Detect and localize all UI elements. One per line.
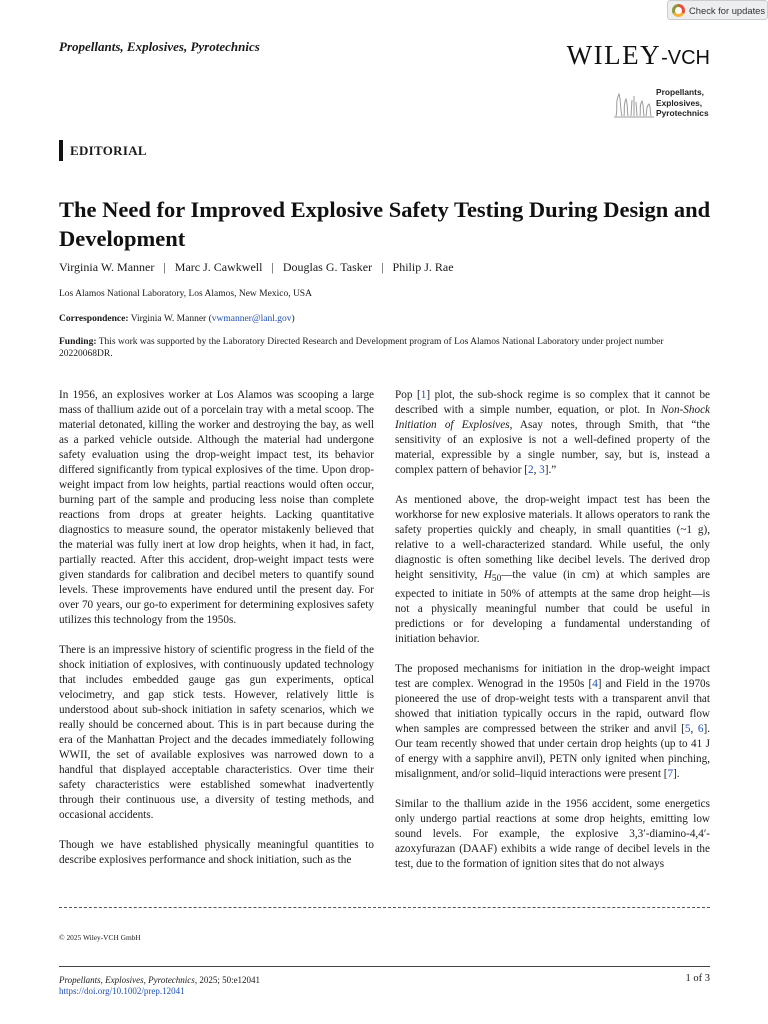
author-name[interactable]: Philip J. Rae — [392, 260, 454, 274]
article-title: The Need for Improved Explosive Safety Testing During Design and Development — [59, 197, 711, 251]
copyright-notice: © 2025 Wiley-VCH GmbH — [59, 933, 141, 942]
body-paragraph: As mentioned above, the drop-weight impact test has been the workhorse for new explosive materials. It allows operators to rank the safety properties quickly and cheaply, in small quantities (~1 g), relative to a well-characterized standard. While useful, the only diagnostic is often something like decibel levels. The derived drop height sensitivity, $H_{50}—the$ value (in cm) at which samples are expected to initiate in 50% of attempts at the same drop height—is not a physically meaningful number that could be useful in predictions or for developing a fundamental understanding of initiation behavior. — [395, 494, 710, 646]
funding-label: Funding: — [59, 337, 97, 347]
journal-logo-icon — [612, 86, 656, 120]
author-name[interactable]: Virginia W. Manner — [59, 260, 155, 274]
book-title: Non-Shock Initiation of Explosives — [395, 404, 710, 431]
citation-details: , 2025; 50:e12041 — [194, 975, 261, 985]
correspondence-name: Virginia W. Manner ( — [130, 314, 212, 324]
body-paragraph: In 1956, an explosives worker at Los Alamos was scooping a large mass of thallium azide out of a porcelain tray with a metal scoop. The material detonated, killing the worker and destroying the bay, as well as a parked vehicle outside. Although the material had undergone safety evaluation using the drop-weight impact test, its behavior differed significantly from typical explosives of the time. Upon drop-weight impact from low heights, partial reactions would often occur, burning part of the sample and producing less noise than complete reactions from drops at greater heights. Lacking quantitative diagnostics to measure sound, the operator mistakenly believed that the material was fully inert at low drop heights, when it had, in fact, partially reacted. After this accident, drop-weight impact tests were given standards for calibration and decibel meters to quantify sound levels. These improvements have endured until the present day. For over 70 years, our go-to experiment for determining explosives safety utilizes this technology from the 1950s. — [59, 389, 374, 626]
reference-link[interactable]: 6 — [697, 723, 704, 736]
footer-citation — [59, 975, 260, 997]
funding-statement — [59, 336, 719, 360]
correspondence-close: ) — [291, 314, 295, 324]
reference-link[interactable]: 3 — [539, 464, 545, 476]
correspondence-label: Correspondence: — [59, 314, 129, 324]
wiley-logo-text: WILEY — [566, 40, 662, 70]
check-for-updates-button[interactable] — [667, 0, 768, 20]
section-label: EDITORIAL — [59, 140, 147, 161]
author-separator: | — [163, 260, 166, 274]
author-separator: | — [381, 260, 384, 274]
body-column-left — [59, 388, 374, 883]
reference-link[interactable]: 1 — [420, 389, 427, 401]
affiliation: Los Alamos National Laboratory, Los Alamos, New Mexico, USA — [59, 289, 312, 299]
page-number: 1 of 3 — [685, 973, 710, 984]
author-name[interactable]: Douglas G. Tasker — [282, 260, 373, 274]
body-column-right — [395, 388, 710, 887]
citation-journal: Propellants, Explosives, Pyrotechnics — [59, 975, 195, 985]
vch-logo-text: -VCH — [661, 47, 710, 69]
journal-name: Propellants, Explosives, Pyrotechnics — [59, 39, 260, 54]
h50-subscript: 50 — [491, 574, 502, 585]
doi-link[interactable]: https://doi.org/10.1002/prep.12041 — [59, 986, 185, 996]
check-for-updates-label: Check for updates — [689, 4, 766, 16]
body-paragraph: Though we have established physically meaningful quantities to describe explosives performance and shock initiation, such as the — [59, 839, 374, 866]
wiley-vch-logo — [555, 40, 710, 73]
correspondence — [59, 314, 295, 324]
journal-logo-text: Propellants, Explosives, Pyrotechnics — [656, 87, 709, 119]
body-paragraph: Pop [1] plot, the sub-shock regime is so complex that it cannot be described with a simple number, equation, or plot. In Non-Shock Initiation of Explosives, Asay notes, through Smith, that “the sensitivity of an explosive is not a well-defined property of the material, expressible by a single number, say, but is, instead a complex pattern of behavior [2, 3].” — [395, 389, 711, 476]
funding-text: This work was supported by the Laboratory Directed Research and Development program of Los Alamos National Laboratory under project number 20220068DR. — [59, 337, 664, 359]
reference-link[interactable]: 7 — [667, 768, 674, 781]
body-paragraph: There is an impressive history of scientific progress in the field of the shock initiation of explosives, with continuously updated technology that includes embedded gauge gas gun experiments, optical velocimetry, and gap stick tests. However, relatively little is understood about sub-shock initiation in safety scenarios, which we really should be concerned about. This is in part because during the era of the Manhattan Project and the decades immediately following WWII, the set of available explosives was narrowed down to a handful that displayed acceptable characteristics. Over time their safety characteristics were established somewhat inadvertently through their continuous use, a diversity of testing methods, and occasional accidents. — [59, 644, 374, 821]
footer-rule — [59, 966, 710, 967]
journal-logo — [612, 86, 712, 122]
reference-link[interactable]: 5 — [684, 723, 691, 736]
author-list — [59, 260, 454, 275]
reference-link[interactable]: 2 — [527, 464, 534, 476]
body-paragraph: Similar to the thallium azide in the 1956 accident, some energetics only undergo partial reactions at some drop heights, emitting low sound levels. For example, the explosive 3,3′-diamino-4,4′-azoxyfurazan (DAAF) exhibits a wide range of decibel levels in the test, due to the formation of ignition sites that do not always — [395, 798, 710, 871]
author-separator: | — [271, 260, 274, 274]
crossmark-icon — [672, 4, 685, 17]
correspondence-email-link[interactable]: vwmanner@lanl.gov — [211, 314, 292, 324]
body-paragraph: The proposed mechanisms for initiation in the drop-weight impact test are complex. Wenograd in the 1950s [4] and Field in the 1970s pioneered the use of drop-weight tests with a transparent anvil that showed that initiation typically occurs in the rapid, outward flow when samples are compressed between the striker and anvil [5, 6]. Our team recently showed that under certain drop heights (up to 41 J of energy with a sapphire anvil), PETN only ignited when pinching, misalignment, and/or solid–liquid interactions were present [7]. — [395, 663, 711, 781]
author-name[interactable]: Marc J. Cawkwell — [174, 260, 263, 274]
footer-divider — [59, 907, 710, 908]
h50-symbol: H — [483, 569, 492, 581]
reference-link[interactable]: 4 — [592, 678, 598, 691]
